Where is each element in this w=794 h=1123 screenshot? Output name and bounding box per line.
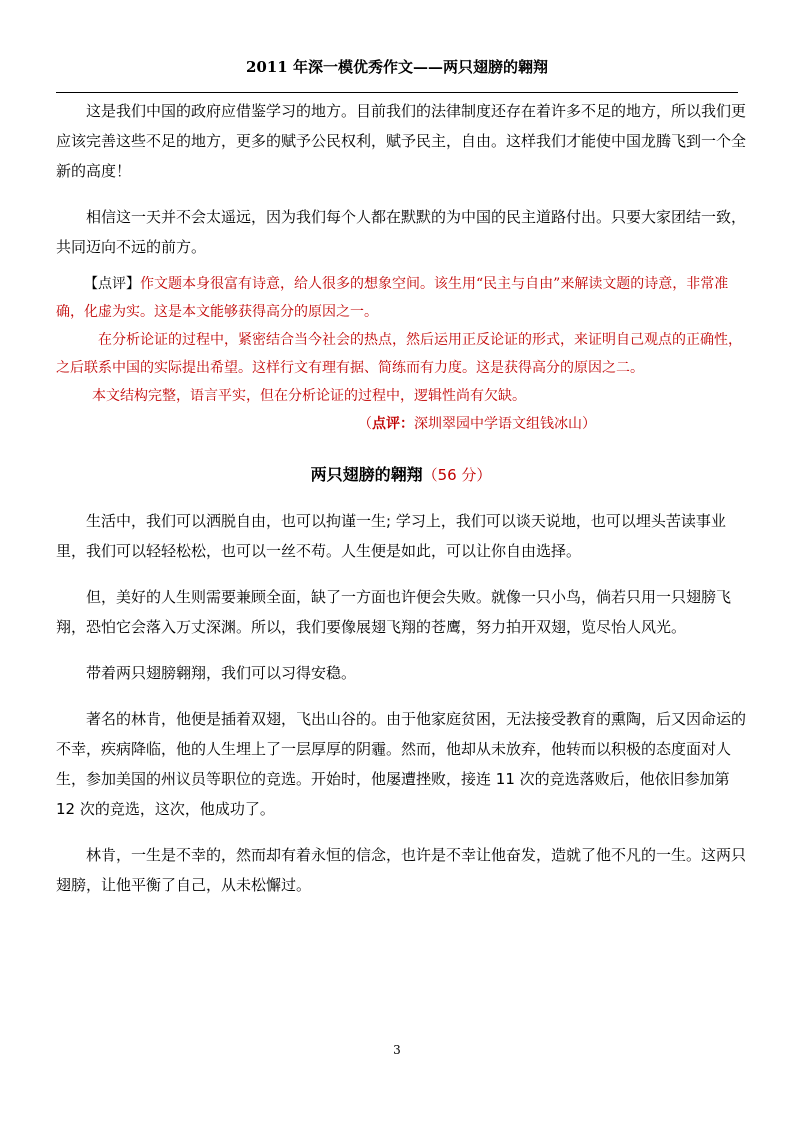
- page-header-title: 2011 年深一模优秀作文——两只翅膀的翱翔: [246, 58, 548, 76]
- essay-paragraph: 带着两只翅膀翱翔，我们可以习得安稳。: [86, 664, 357, 682]
- body-paragraph: 相信这一天并不会太遥远，因为我们每个人都在默默的为中国的民主道路付出。只要大家团结一致，共同迈向不远的前方。: [56, 208, 747, 256]
- body-paragraph: 这是我们中国的政府应借鉴学习的地方。目前我们的法律制度还存在着许多不足的地方，所以我们更应该完善这些不足的地方，更多的赋予公民权利，赋予民主，自由。这样我们才能使中国龙腾飞到一个全新的高度！: [56, 102, 747, 180]
- signature-open: （: [358, 416, 372, 432]
- essay-paragraph: 林肯，一生是不幸的，然而却有着永恒的信念，也许是不幸让他奋发，造就了他不凡的一生。这两只翅膀，让他平衡了自己，从未松懈过。: [56, 846, 747, 894]
- signature-label: 点评：: [372, 416, 414, 432]
- paragraph-gap: [56, 186, 746, 202]
- signature-text: 深圳翠园中学语文组钱冰山）: [414, 416, 596, 432]
- page-content: [56, 96, 746, 900]
- paragraph-gap: [56, 824, 746, 840]
- essay-score: （56 分）: [422, 466, 492, 484]
- comment-paragraph-1: [56, 270, 746, 326]
- essay-paragraph: 著名的林肯，他便是插着双翅，飞出山谷的。由于他家庭贫困，无法接受教育的熏陶，后又因命运的不幸，疾病降临，他的人生埋上了一层厚厚的阴霾。然而，他却从未放弃，他转而以积极的态度面对人生，参加美国的州议员等职位的竞选。开始时，他屡遭挫败，接连 11 次的竞选落败后，他依旧参加第 12 次的竞选，这次，他成功了。: [56, 710, 747, 818]
- comment-text-1: 作文题本身很富有诗意，给人很多的想象空间。该生用“民主与自由”来解读文题的诗意，非常准确，化虚为实。这是本文能够获得高分的原因之一。: [56, 276, 729, 320]
- comment-paragraph-2: 在分析论证的过程中，紧密结合当今社会的热点，然后运用正反论证的形式，来证明自己观点的正确性，之后联系中国的实际提出希望。这样行文有理有据、简练而有力度。这是获得高分的原因之二。: [56, 332, 742, 376]
- essay-paragraph: 但，美好的人生则需要兼顾全面，缺了一方面也许便会失败。就像一只小鸟，倘若只用一只翅膀飞翔，恐怕它会落入万丈深渊。所以，我们要像展翅飞翔的苍鹰，努力拍开双翅，览尽怡人风光。: [56, 588, 732, 636]
- comment-paragraph-3: 本文结构完整，语言平实，但在分析论证的过程中，逻辑性尚有欠缺。: [92, 388, 526, 404]
- essay-title: [56, 460, 746, 490]
- paragraph-gap: [56, 566, 746, 582]
- essay-title-text: 两只翅膀的翱翔: [310, 465, 423, 484]
- essay-paragraph: 生活中，我们可以洒脱自由，也可以拘谨一生; 学习上，我们可以谈天说地，也可以埋头苦读事业里，我们可以轻轻松松，也可以一丝不苟。人生便是如此，可以让你自由选择。: [56, 512, 726, 560]
- page-number: 3: [393, 1043, 401, 1057]
- header-rule: [56, 92, 738, 93]
- paragraph-gap: [56, 642, 746, 658]
- paragraph-gap: [56, 688, 746, 704]
- comment-tag: 【点评】: [84, 276, 140, 292]
- comment-signature: [56, 410, 746, 438]
